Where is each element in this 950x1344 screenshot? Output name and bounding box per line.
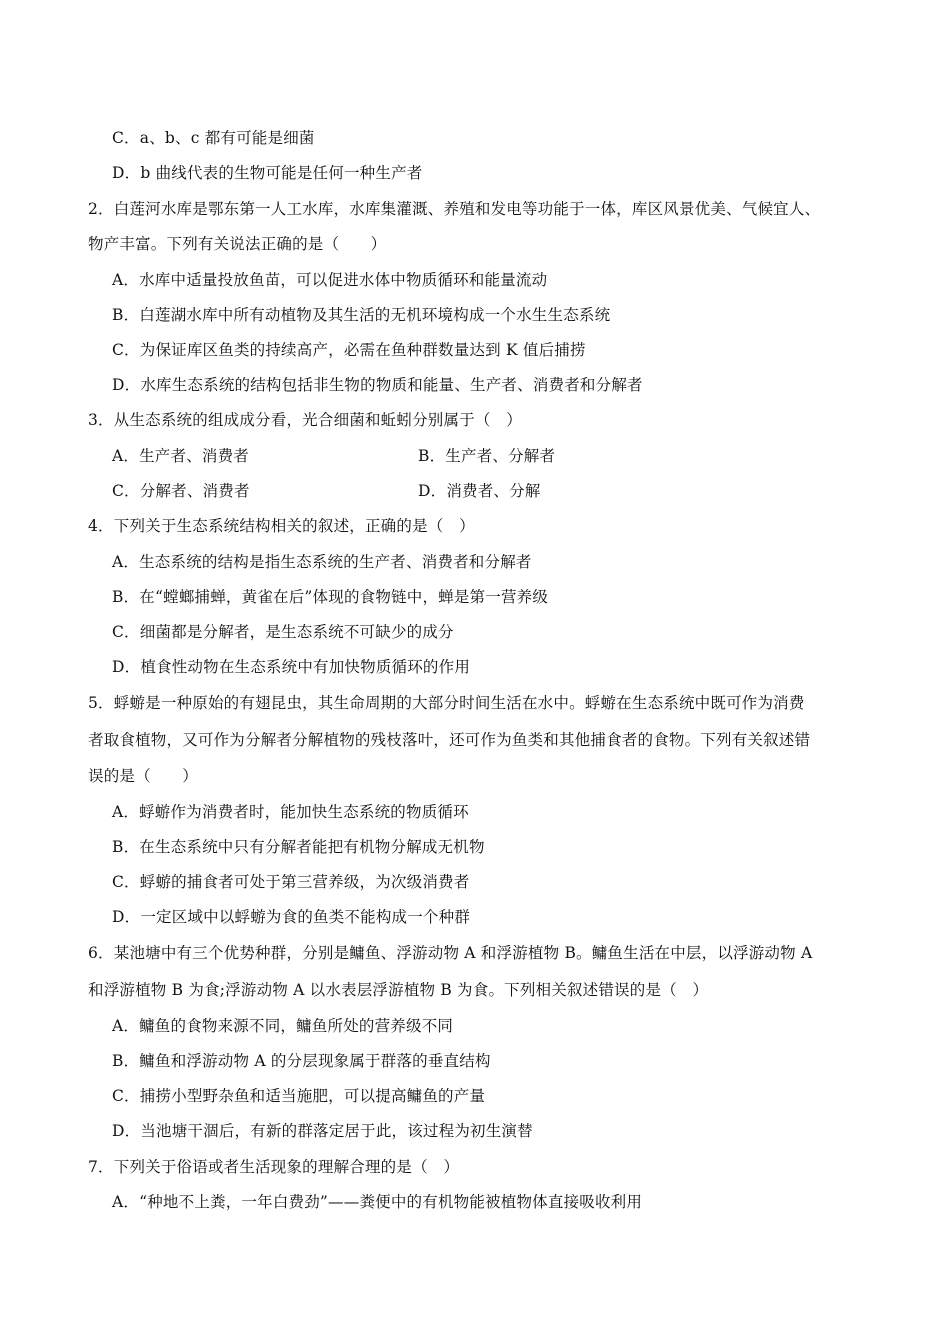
question-5-option-b: B．在生态系统中只有分解者能把有机物分解成无机物 (112, 838, 485, 856)
question-4-stem: 4．下列关于生态系统结构相关的叙述，正确的是（ ） (88, 517, 475, 535)
question-7-stem: 7．下列关于俗语或者生活现象的理解合理的是（ ） (88, 1158, 460, 1176)
question-5-option-c: C．蜉蝣的捕食者可处于第三营养级，为次级消费者 (112, 873, 470, 891)
question-5-option-d: D．一定区域中以蜉蝣为食的鱼类不能构成一个种群 (112, 908, 471, 926)
question-2-stem-cont: 物产丰富。下列有关说法正确的是（ ） (88, 235, 387, 253)
question-6-option-c: C．捕捞小型野杂鱼和适当施肥，可以提高鳙鱼的产量 (112, 1087, 486, 1105)
question-3-stem: 3．从生态系统的组成成分看，光合细菌和蚯蚓分别属于（ ） (88, 411, 522, 429)
question-2-option-c: C．为保证库区鱼类的持续高产，必需在鱼种群数量达到 K 值后捕捞 (112, 341, 586, 359)
question-5-option-a: A．蜉蝣作为消费者时，能加快生态系统的物质循环 (112, 803, 469, 821)
question-2-stem: 2．白莲河水库是鄂东第一人工水库，水库集灌溉、养殖和发电等功能于一体，库区风景优美、气候宜人、 (88, 200, 821, 218)
option-d: D．b 曲线代表的生物可能是任何一种生产者 (112, 164, 423, 182)
question-3-option-d: D．消费者、分解 (418, 482, 541, 500)
question-4-option-d: D．植食性动物在生态系统中有加快物质循环的作用 (112, 658, 471, 676)
question-5-stem: 5．蜉蝣是一种原始的有翅昆虫，其生命周期的大部分时间生活在水中。蜉蝣在生态系统中既可作为消费 (88, 694, 805, 712)
question-2-option-d: D．水库生态系统的结构包括非生物的物质和能量、生产者、消费者和分解者 (112, 376, 643, 394)
question-3-option-a: A．生产者、消费者 (112, 447, 249, 465)
question-5-stem-cont: 者取食植物，又可作为分解者分解植物的残枝落叶，还可作为鱼类和其他捕食者的食物。下列有关叙述错 (88, 731, 811, 749)
question-2-option-a: A．水库中适量投放鱼苗，可以促进水体中物质循环和能量流动 (112, 271, 548, 289)
question-6-option-a: A．鳙鱼的食物来源不同，鳙鱼所处的营养级不同 (112, 1017, 454, 1035)
question-6-stem: 6．某池塘中有三个优势种群，分别是鳙鱼、浮游动物 A 和浮游植物 B。鳙鱼生活在中层，以浮游动物 A (88, 944, 813, 962)
question-6-option-d: D．当池塘干涸后，有新的群落定居于此，该过程为初生演替 (112, 1122, 533, 1140)
question-2-option-b: B．白莲湖水库中所有动植物及其生活的无机环境构成一个水生生态系统 (112, 306, 611, 324)
question-4-option-a: A．生态系统的结构是指生态系统的生产者、消费者和分解者 (112, 553, 532, 571)
question-7-option-a: A．“种地不上粪，一年白费劲”——粪便中的有机物能被植物体直接吸收利用 (112, 1193, 643, 1211)
question-5-stem-cont-2: 误的是（ ） (88, 767, 198, 785)
question-4-option-b: B．在“螳螂捕蝉，黄雀在后”体现的食物链中，蝉是第一营养级 (112, 588, 549, 606)
question-4-option-c: C．细菌都是分解者，是生态系统不可缺少的成分 (112, 623, 454, 641)
question-3-option-b: B．生产者、分解者 (418, 447, 556, 465)
question-6-option-b: B．鳙鱼和浮游动物 A 的分层现象属于群落的垂直结构 (112, 1052, 491, 1070)
option-c: C．a、b、c 都有可能是细菌 (112, 129, 315, 147)
question-6-stem-cont: 和浮游植物 B 为食;浮游动物 A 以水表层浮游植物 B 为食。下列相关叙述错误的是（ ） (88, 981, 709, 999)
question-3-option-c: C．分解者、消费者 (112, 482, 250, 500)
